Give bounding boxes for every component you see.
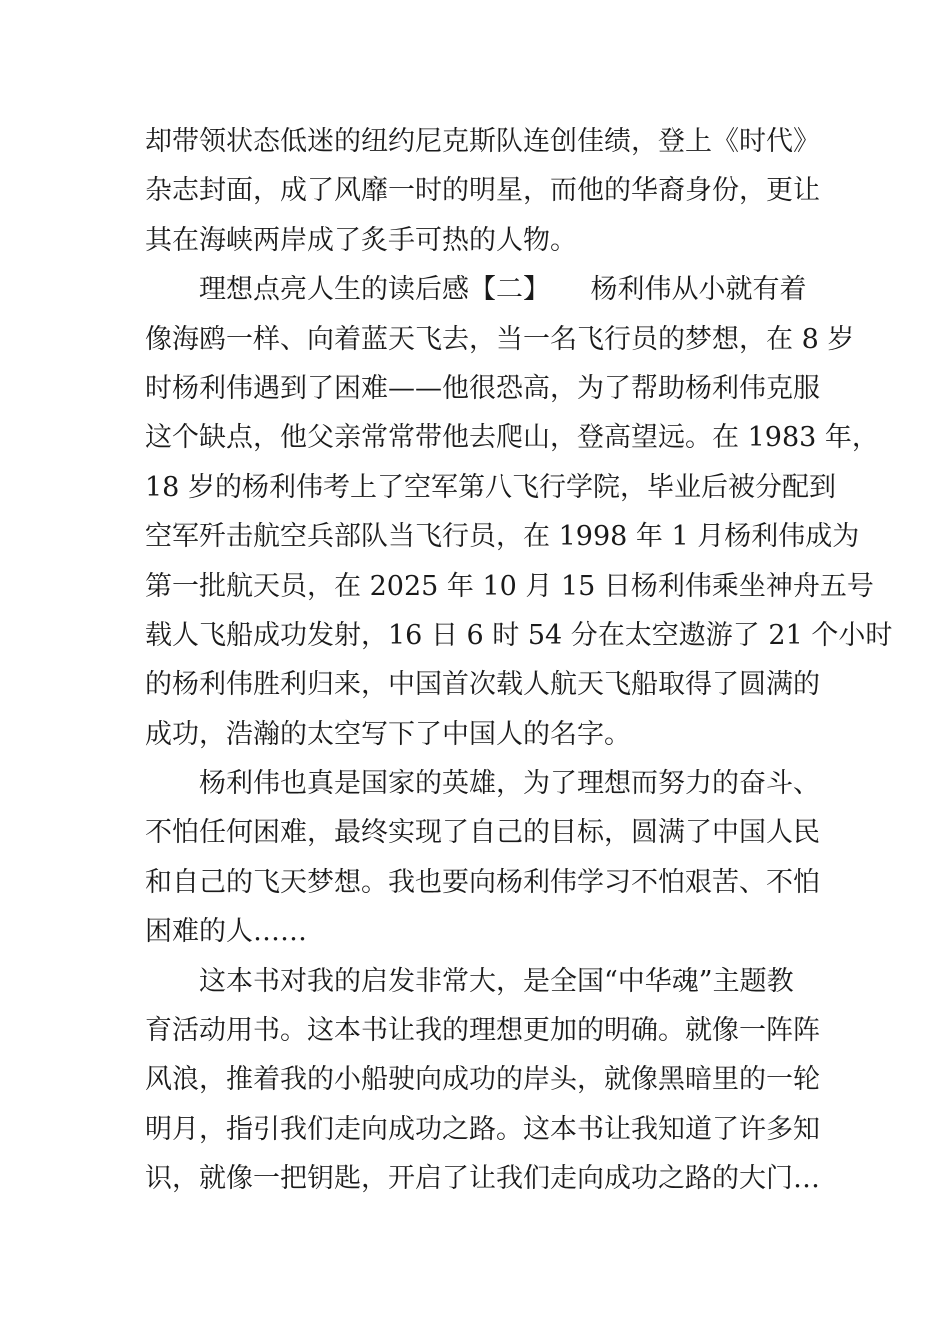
text-line: 育活动用书。这本书让我的理想更加的明确。就像一阵阵 (145, 1015, 820, 1047)
paragraph (145, 759, 825, 957)
text-line: 困难的人…… (145, 916, 307, 948)
text-line: 却带领状态低迷的纽约尼克斯队连创佳绩，登上《时代》 (145, 126, 820, 157)
text-line: 这个缺点，他父亲常常带他去爬山，登高望远。在 1983 年， (145, 422, 879, 454)
text-line: 空军歼击航空兵部队当飞行员，在 1998 年 1 月杨利伟成为 (145, 521, 860, 553)
text-line: 载人飞船成功发射，16 日 6 时 54 分在太空遨游了 21 个小时 (145, 619, 893, 651)
text-line: 成功，浩瀚的太空写下了中国人的名字。 (145, 718, 631, 750)
paragraph (145, 957, 825, 1204)
text-line: 杂志封面，成了风靡一时的明星，而他的华裔身份，更让 (145, 175, 820, 207)
text-line: 像海鸥一样、向着蓝天飞去，当一名飞行员的梦想，在 8 岁 (145, 323, 855, 355)
text-line: 18 岁的杨利伟考上了空军第八飞行学院，毕业后被分配到 (145, 471, 836, 503)
text-line: 识，就像一把钥匙，开启了让我们走向成功之路的大门… (145, 1163, 820, 1195)
text-line: 的杨利伟胜利归来，中国首次载人航天飞船取得了圆满的 (145, 669, 820, 701)
text-line: 第一批航天员，在 2025 年 10 月 15 日杨利伟乘坐神舟五号 (145, 570, 874, 602)
paragraph (145, 265, 893, 759)
text-line: 不怕任何困难，最终实现了自己的目标，圆满了中国人民 (145, 817, 820, 849)
text-line: 杨利伟也真是国家的英雄，为了理想而努力的奋斗、 (145, 768, 820, 800)
paragraph (145, 117, 825, 265)
text-line: 明月，指引我们走向成功之路。这本书让我知道了许多知 (145, 1113, 820, 1145)
text-line: 理想点亮人生的读后感【二】 杨利伟从小就有着 (145, 274, 807, 306)
text-line: 和自己的飞天梦想。我也要向杨利伟学习不怕艰苦、不怕 (145, 866, 820, 898)
text-line: 风浪，推着我的小船驶向成功的岸头，就像黑暗里的一轮 (145, 1064, 820, 1096)
document-body (145, 117, 893, 1204)
text-line: 其在海峡两岸成了炙手可热的人物。 (145, 224, 577, 256)
text-line: 这本书对我的启发非常大，是全国“中华魂”主题教 (145, 965, 794, 997)
text-line: 时杨利伟遇到了困难——他很恐高，为了帮助杨利伟克服 (145, 372, 820, 404)
